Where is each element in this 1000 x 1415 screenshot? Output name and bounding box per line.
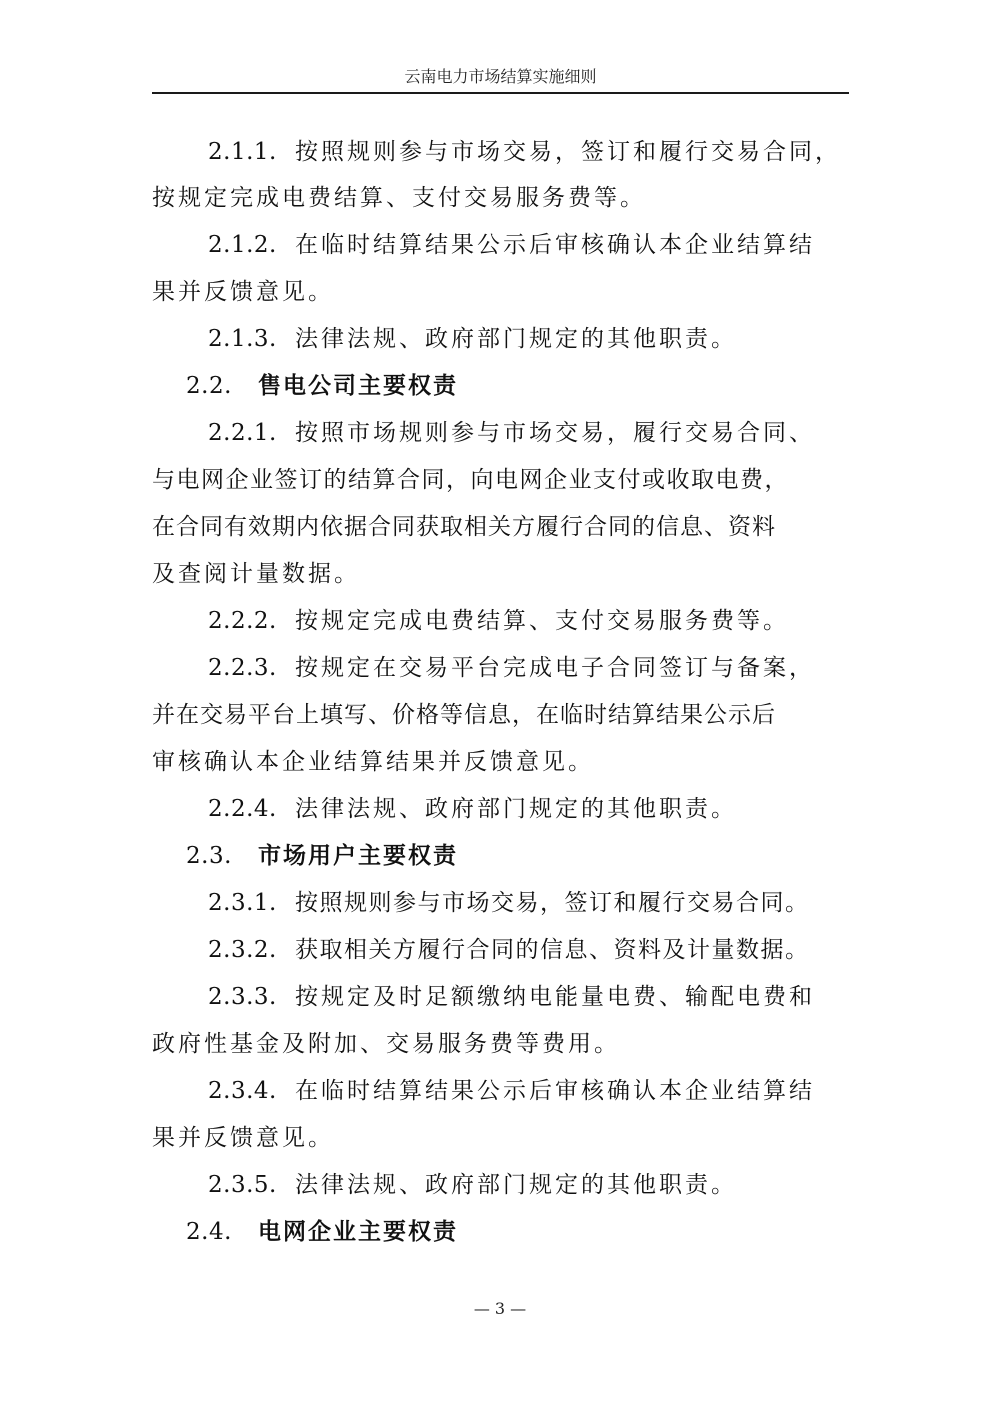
clause-continuation bbox=[0, 738, 1000, 786]
clause-text: 在临时结算结果公示后审核确认本企业结算结 bbox=[295, 1078, 815, 1104]
clause-text: 法律法规、政府部门规定的其他职责。 bbox=[295, 326, 737, 352]
clause-number: 2.3.5. bbox=[208, 1172, 277, 1198]
page-number: — 3 — bbox=[473, 1299, 527, 1318]
clause-text: 在临时结算结果公示后审核确认本企业结算结 bbox=[295, 232, 815, 258]
clause-text: 按规定完成电费结算、支付交易服务费等。 bbox=[152, 185, 646, 211]
clause-text: 按照市场规则参与市场交易，履行交易合同、 bbox=[295, 420, 815, 446]
clause-number: 2.2.4. bbox=[208, 796, 277, 822]
clause-line bbox=[0, 973, 1000, 1021]
clause-line bbox=[0, 315, 1000, 363]
clause-number: 2.2.1. bbox=[208, 420, 277, 446]
section-title: 市场用户主要权责 bbox=[258, 842, 458, 869]
clause-line bbox=[0, 221, 1000, 269]
clause-line bbox=[0, 926, 1000, 974]
clause-line bbox=[0, 644, 1000, 692]
clause-text: 按照规则参与市场交易，签订和履行交易合同， bbox=[295, 139, 841, 165]
section-title: 售电公司主要权责 bbox=[258, 372, 458, 399]
clause-text: 及查阅计量数据。 bbox=[152, 561, 360, 587]
clause-line bbox=[0, 597, 1000, 645]
clause-number: 2.3.4. bbox=[208, 1078, 277, 1104]
clause-number: 2.1.2. bbox=[208, 232, 277, 258]
clause-number: 2.2.3. bbox=[208, 655, 277, 681]
clause-number: 2.3.2. bbox=[208, 937, 277, 963]
clause-line bbox=[0, 128, 1000, 176]
page-header: 云南电力市场结算实施细则 bbox=[152, 62, 849, 94]
clause-continuation bbox=[0, 456, 1000, 504]
clause-text: 政府性基金及附加、交易服务费等费用。 bbox=[152, 1031, 620, 1057]
clause-text: 按规定在交易平台完成电子合同签订与备案， bbox=[295, 655, 815, 681]
clause-number: 2.3.3. bbox=[208, 984, 277, 1010]
clause-continuation bbox=[0, 174, 1000, 222]
section-number: 2.2. bbox=[186, 373, 232, 399]
clause-line bbox=[0, 1161, 1000, 1209]
clause-text: 按规定完成电费结算、支付交易服务费等。 bbox=[295, 608, 789, 634]
section-heading bbox=[0, 362, 1000, 410]
section-title: 电网企业主要权责 bbox=[258, 1218, 458, 1245]
clause-number: 2.1.3. bbox=[208, 326, 277, 352]
clause-continuation bbox=[0, 503, 1000, 551]
clause-text: 与电网企业签订的结算合同，向电网企业支付或收取电费， bbox=[152, 467, 789, 493]
clause-text: 审核确认本企业结算结果并反馈意见。 bbox=[152, 749, 594, 775]
section-number: 2.4. bbox=[186, 1219, 232, 1245]
clause-line bbox=[0, 1067, 1000, 1115]
clause-text: 获取相关方履行合同的信息、资料及计量数据。 bbox=[295, 937, 810, 963]
clause-text: 法律法规、政府部门规定的其他职责。 bbox=[295, 1172, 737, 1198]
section-heading bbox=[0, 1208, 1000, 1256]
clause-text: 在合同有效期内依据合同获取相关方履行合同的信息、资料 bbox=[152, 514, 776, 540]
clause-text: 果并反馈意见。 bbox=[152, 279, 334, 305]
clause-line bbox=[0, 409, 1000, 457]
clause-number: 2.1.1. bbox=[208, 139, 277, 165]
section-heading bbox=[0, 832, 1000, 880]
clause-text: 法律法规、政府部门规定的其他职责。 bbox=[295, 796, 737, 822]
clause-line bbox=[0, 785, 1000, 833]
clause-continuation bbox=[0, 268, 1000, 316]
clause-number: 2.3.1. bbox=[208, 890, 277, 916]
clause-text: 按规定及时足额缴纳电能量电费、输配电费和 bbox=[295, 984, 815, 1010]
clause-number: 2.2.2. bbox=[208, 608, 277, 634]
clause-continuation bbox=[0, 1114, 1000, 1162]
clause-continuation bbox=[0, 550, 1000, 598]
clause-line bbox=[0, 879, 1000, 927]
clause-continuation bbox=[0, 1020, 1000, 1068]
clause-text: 果并反馈意见。 bbox=[152, 1125, 334, 1151]
clause-text: 按照规则参与市场交易，签订和履行交易合同。 bbox=[295, 890, 810, 916]
clause-text: 并在交易平台上填写、价格等信息，在临时结算结果公示后 bbox=[152, 702, 776, 728]
clause-continuation bbox=[0, 691, 1000, 739]
section-number: 2.3. bbox=[186, 843, 232, 869]
